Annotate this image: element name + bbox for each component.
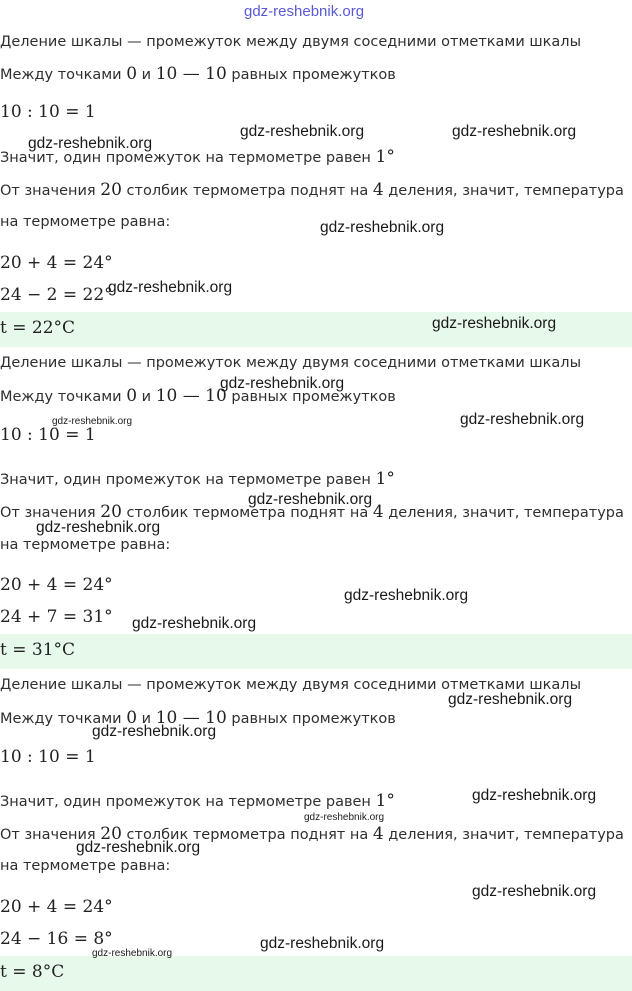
thermometer-equals-line: на термометре равна:: [0, 537, 171, 553]
one-interval-line: [0, 791, 395, 811]
between-points-line: [0, 64, 396, 84]
watermark: gdz-reshebnik.org: [240, 123, 365, 140]
one-degree-value: 1°: [375, 147, 395, 167]
scale-definition: Деление шкалы — промежуток между двумя соседними отметками шкалы: [0, 677, 582, 693]
one-interval-text: Значит, один промежуток на термометре равен: [0, 794, 376, 810]
one-interval-line: [0, 469, 395, 489]
equation-first: 20 + 4 = 24°: [0, 253, 113, 273]
between-prefix: Между точками: [0, 67, 127, 83]
divisions-suffix-text: деления, значит, температура: [383, 505, 624, 521]
watermark: gdz-reshebnik.org: [452, 123, 577, 140]
divisions-suffix-text: деления, значит, температура: [383, 183, 624, 199]
division-equation: 10 : 10 = 1: [0, 747, 96, 767]
and-word: и: [137, 389, 156, 405]
equation-second: 24 + 7 = 31°: [0, 607, 113, 627]
point-zero: 0: [126, 386, 138, 406]
watermark: gdz-reshebnik.org: [108, 279, 233, 296]
equation-first: 20 + 4 = 24°: [0, 575, 113, 595]
and-word: и: [137, 711, 156, 727]
one-degree-value: 1°: [375, 469, 395, 489]
watermark: gdz-reshebnik.org: [76, 839, 201, 856]
point-zero: 0: [126, 708, 138, 728]
watermark: gdz-reshebnik.org: [92, 723, 217, 740]
answer-text: t = 31°C: [0, 640, 76, 660]
watermark: gdz-reshebnik.org: [52, 416, 133, 427]
watermark: gdz-reshebnik.org: [320, 219, 445, 236]
watermark: gdz-reshebnik.org: [92, 948, 173, 959]
equation-second: 24 − 2 = 22°: [0, 285, 113, 305]
intervals-range: 10 — 10: [155, 64, 227, 84]
from-value-text: От значения: [0, 827, 101, 843]
equation-first: 20 + 4 = 24°: [0, 897, 113, 917]
watermark: gdz-reshebnik.org: [220, 375, 345, 392]
intervals-range: 10 — 10: [155, 708, 227, 728]
one-interval-text: Значит, один промежуток на термометре равен: [0, 472, 376, 488]
watermark: gdz-reshebnik.org: [260, 935, 385, 952]
divisions-count: 4: [372, 180, 384, 200]
raised-by-text: столбик термометра поднят на: [121, 827, 373, 843]
watermark: gdz-reshebnik.org: [460, 411, 585, 428]
watermark: gdz-reshebnik.org: [472, 787, 597, 804]
from-value-text: От значения: [0, 183, 101, 199]
watermark: gdz-reshebnik.org: [132, 615, 257, 632]
base-value: 20: [100, 824, 122, 844]
one-degree-value: 1°: [375, 791, 395, 811]
between-prefix: Между точками: [0, 389, 127, 405]
equal-intervals-text: равных промежутков: [226, 67, 396, 83]
equal-intervals-text: равных промежутков: [226, 711, 396, 727]
equation-second: 24 − 16 = 8°: [0, 929, 113, 949]
header-watermark: gdz-reshebnik.org: [244, 3, 365, 20]
from-value-text: От значения: [0, 505, 101, 521]
scale-definition: Деление шкалы — промежуток между двумя соседними отметками шкалы: [0, 355, 582, 371]
intervals-range: 10 — 10: [155, 386, 227, 406]
watermark: gdz-reshebnik.org: [448, 691, 573, 708]
answer-box: [0, 956, 632, 991]
division-equation: 10 : 10 = 1: [0, 102, 96, 122]
scale-definition: Деление шкалы — промежуток между двумя соседними отметками шкалы: [0, 34, 582, 50]
divisions-count: 4: [372, 502, 384, 522]
raised-by-text: столбик термометра поднят на: [121, 505, 373, 521]
divisions-count: 4: [372, 824, 384, 844]
raised-by-text: столбик термометра поднят на: [121, 183, 373, 199]
one-interval-text: Значит, один промежуток на термометре равен: [0, 150, 376, 166]
watermark: gdz-reshebnik.org: [472, 883, 597, 900]
point-zero: 0: [126, 64, 138, 84]
answer-box: [0, 634, 632, 669]
thermometer-equals-line: на термометре равна:: [0, 214, 171, 230]
watermark: gdz-reshebnik.org: [344, 587, 469, 604]
watermark: gdz-reshebnik.org: [432, 315, 557, 332]
thermometer-equals-line: на термометре равна:: [0, 858, 171, 874]
between-prefix: Между точками: [0, 711, 127, 727]
base-value: 20: [100, 502, 122, 522]
watermark: gdz-reshebnik.org: [28, 135, 153, 152]
watermark: gdz-reshebnik.org: [36, 519, 161, 536]
division-equation: 10 : 10 = 1: [0, 425, 96, 445]
equal-intervals-text: равных промежутков: [226, 389, 396, 405]
and-word: и: [137, 67, 156, 83]
watermark: gdz-reshebnik.org: [248, 491, 373, 508]
base-value: 20: [100, 180, 122, 200]
thermometer-raised-line: [0, 180, 624, 200]
divisions-suffix-text: деления, значит, температура: [383, 827, 624, 843]
answer-text: t = 22°C: [0, 318, 76, 338]
answer-text: t = 8°C: [0, 962, 65, 982]
watermark: gdz-reshebnik.org: [304, 812, 385, 823]
